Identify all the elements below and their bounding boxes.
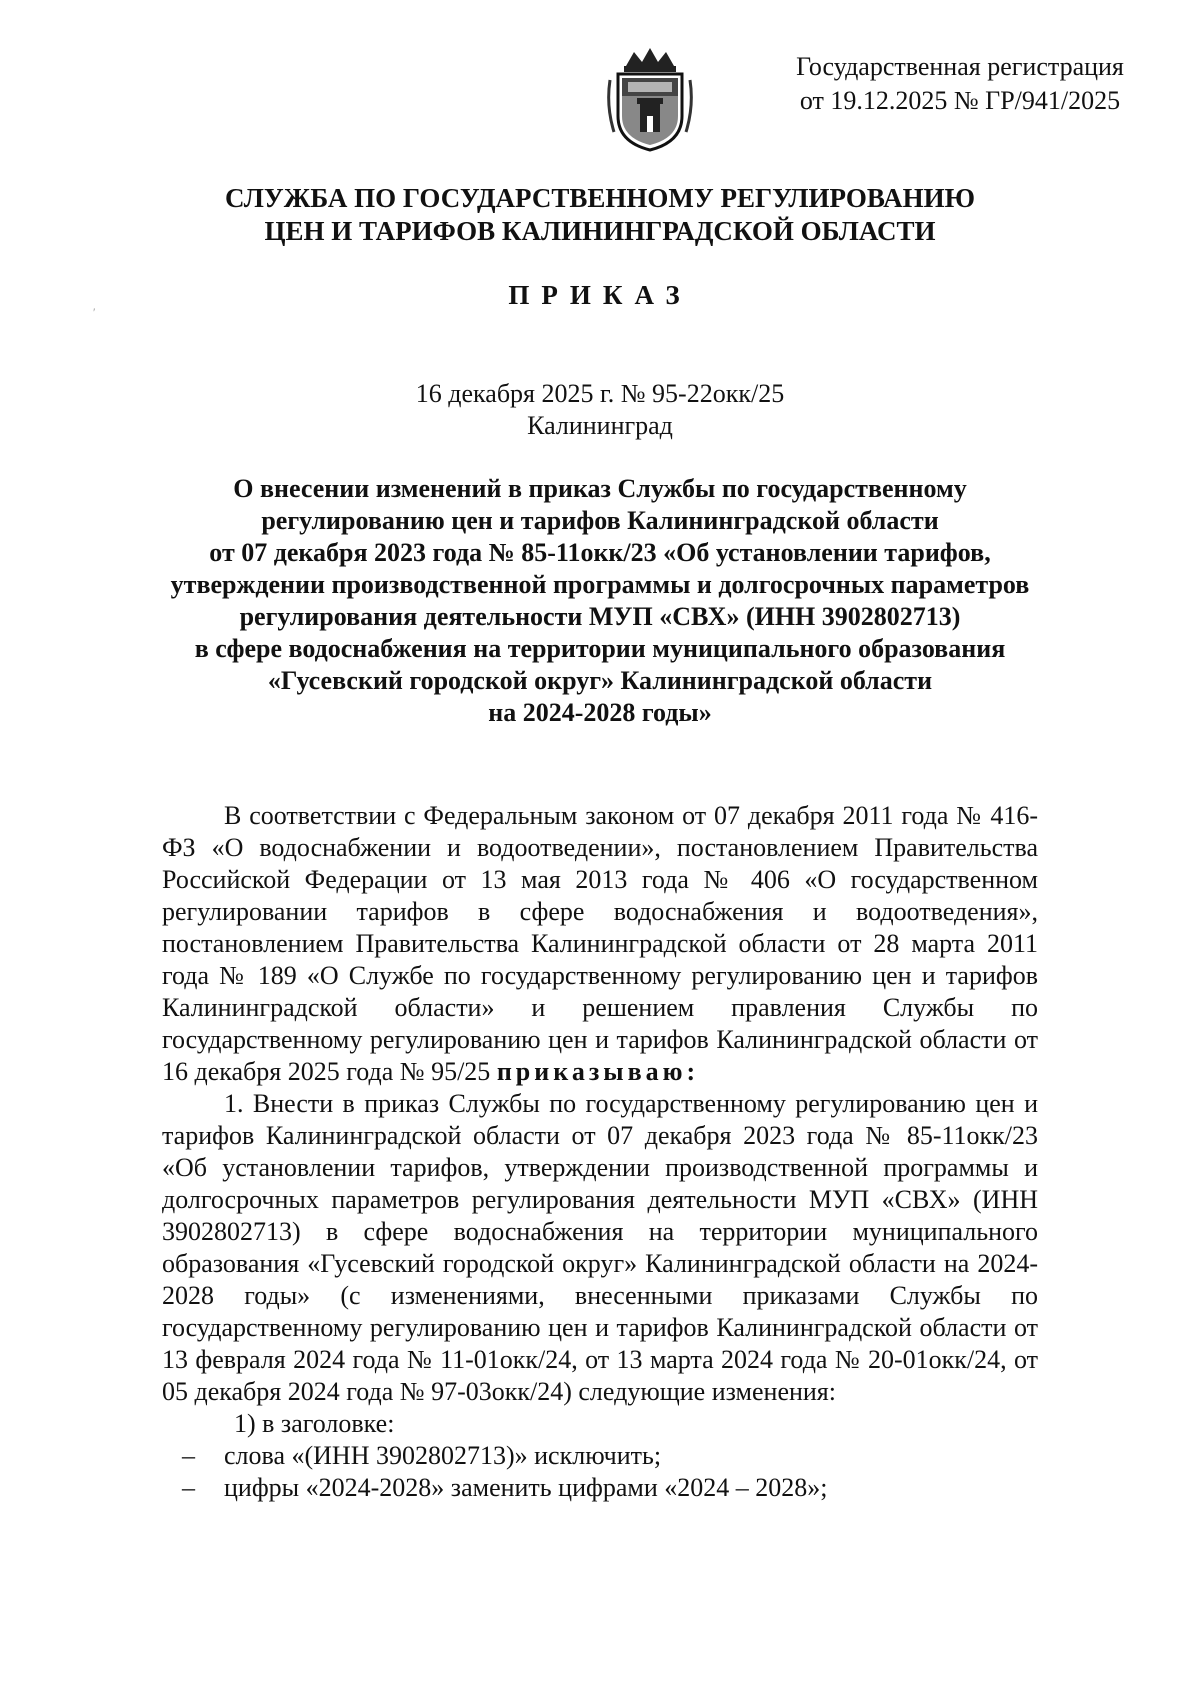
dash-marker: – bbox=[182, 1441, 195, 1470]
point-1-paragraph: 1. Внести в приказ Службы по государственному регулированию цен и тарифов Калининградской области от 07 декабря 2023 года № 85-11окк/23 «Об установлении тарифов, утверждении производственной программы и долгосрочных параметров регулирования деятельности МУП «СВХ» (ИНН 3902802713) в сфере водоснабжения на территории муниципального образования «Гусевский городской округ» Калининградской области на 2024-2028 годы» (с изменениями, внесенными приказами Службы по государственному регулированию цен и тарифов Калининградской области от 13 февраля 2024 года № 11-01окк/24, от 13 марта 2024 года № 20-01окк/24, от 05 декабря 2024 года № 97-03окк/24) следующие изменения: bbox=[162, 1089, 1038, 1406]
coat-of-arms-icon bbox=[604, 46, 696, 154]
preamble-paragraph bbox=[162, 800, 1038, 1088]
order-date-number: 16 декабря 2025 г. № 95-22окк/25 bbox=[415, 379, 785, 408]
registration-line2: от 19.12.2025 № ГР/941/2025 bbox=[799, 86, 1121, 115]
agency-line2: ЦЕН И ТАРИФОВ КАЛИНИНГРАДСКОЙ ОБЛАСТИ bbox=[264, 216, 936, 246]
subject-line: регулированию цен и тарифов Калининградской области bbox=[261, 506, 939, 535]
subject-line: утверждении производственной программы и долгосрочных параметров bbox=[170, 570, 1030, 599]
order-title: ПРИКАЗ bbox=[508, 280, 692, 310]
list-item bbox=[162, 1440, 1038, 1472]
agency-name bbox=[140, 182, 1060, 248]
order-dateline bbox=[330, 378, 870, 442]
agency-line1: СЛУЖБА ПО ГОСУДАРСТВЕННОМУ РЕГУЛИРОВАНИЮ bbox=[224, 183, 976, 213]
order-body bbox=[162, 800, 1038, 1504]
preamble-text: В соответствии с Федеральным законом от 07 декабря 2011 года № 416-ФЗ «О водоснабжении и водоотведении», постановлением Правительства Российской Федерации от 13 мая 2013 года № 406 «О государственном регулировании тарифов в сфере водоснабжения и водоотведения», постановлением Правительства Калининградской области от 28 марта 2011 года № 189 «О Службе по государственному регулированию цен и тарифов Калининградской области» и решением правления Службы по государственному регулированию цен и тарифов Калининградской области от 16 декабря 2025 года № 95/25 bbox=[162, 801, 1038, 1086]
registration-stamp bbox=[770, 50, 1150, 118]
subject-line: на 2024-2028 годы» bbox=[488, 698, 712, 727]
bullet-1-text: слова «(ИНН 3902802713)» исключить; bbox=[224, 1441, 662, 1470]
bullet-2-text: цифры «2024-2028» заменить цифрами «2024 – 2028»; bbox=[224, 1473, 828, 1502]
order-subject bbox=[150, 473, 1050, 729]
subject-line: «Гусевский городской округ» Калининградской области bbox=[267, 666, 933, 695]
subject-line: в сфере водоснабжения на территории муниципального образования bbox=[194, 634, 1006, 663]
scan-mark-decoration: ′ bbox=[93, 305, 96, 319]
registration-line1: Государственная регистрация bbox=[796, 52, 1124, 81]
list-item bbox=[162, 1472, 1038, 1504]
subpoint-1: 1) в заголовке: bbox=[234, 1409, 395, 1438]
dash-marker: – bbox=[182, 1473, 195, 1502]
subject-line: О внесении изменений в приказ Службы по государственному bbox=[233, 474, 967, 503]
subject-line: регулирования деятельности МУП «СВХ» (ИНН 3902802713) bbox=[239, 602, 961, 631]
order-city: Калининград bbox=[527, 411, 673, 440]
subject-line: от 07 декабря 2023 года № 85-11окк/23 «Об установлении тарифов, bbox=[209, 538, 991, 567]
order-word: приказываю: bbox=[496, 1057, 700, 1086]
